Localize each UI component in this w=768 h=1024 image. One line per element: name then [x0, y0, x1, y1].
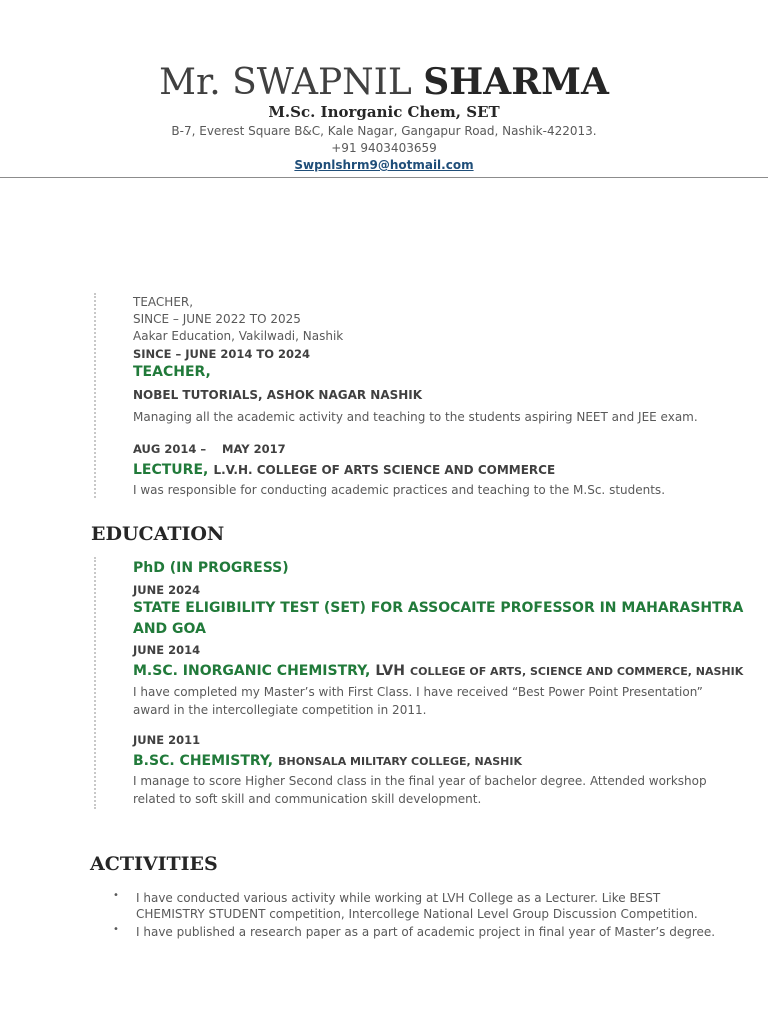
bsc-date: JUNE 2011	[133, 733, 201, 747]
bsc-desc-line2: related to soft skill and communication skill development.	[133, 792, 482, 806]
set-title-line2: AND GOA	[133, 621, 206, 637]
job2-dates: SINCE – JUNE 2014 TO 2024	[133, 347, 310, 361]
job3-heading	[133, 459, 555, 478]
job1-dates: SINCE – JUNE 2022 TO 2025	[133, 312, 301, 326]
msc-desc-line2: award in the intercollegiate competition in 2011.	[133, 703, 427, 717]
education-heading: EDUCATION	[91, 523, 225, 545]
candidate-name	[0, 60, 768, 105]
job1-title: TEACHER,	[133, 295, 194, 309]
job3-date-end: MAY 2017	[222, 442, 286, 456]
bullet-icon: •	[113, 890, 119, 901]
msc-org-rest: COLLEGE OF ARTS, SCIENCE AND COMMERCE, NASHIK	[410, 665, 744, 678]
phd-title: PhD (IN PROGRESS)	[133, 560, 289, 576]
job3-title: LECTURE,	[133, 462, 209, 478]
experience-timeline-rule	[94, 293, 96, 498]
msc-date: JUNE 2014	[133, 643, 201, 657]
email-link[interactable]: Swpnlshrm9@hotmail.com	[294, 158, 474, 172]
job3-date-start: AUG 2014 –	[133, 442, 207, 456]
email-row	[0, 158, 768, 172]
name-first: Mr. SWAPNIL	[159, 62, 412, 103]
bsc-title: B.SC. CHEMISTRY,	[133, 753, 274, 769]
job1-org: Aakar Education, Vakilwadi, Nashik	[133, 329, 344, 343]
job2-org: NOBEL TUTORIALS, ASHOK NAGAR NASHIK	[133, 388, 423, 402]
name-last: SHARMA	[423, 61, 609, 103]
bsc-org: BHONSALA MILITARY COLLEGE, NASHIK	[278, 755, 522, 768]
msc-title: M.SC. INORGANIC CHEMISTRY,	[133, 663, 371, 679]
activity-1-line2: CHEMISTRY STUDENT competition, Intercollege National Level Group Discussion Competition.	[136, 907, 698, 921]
bsc-desc-line1: I manage to score Higher Second class in the final year of bachelor degree. Attended workshop	[133, 774, 707, 788]
job2-title: TEACHER,	[133, 364, 211, 380]
header-divider	[0, 177, 768, 178]
msc-org-main: LVH	[375, 663, 405, 679]
address: B-7, Everest Square B&C, Kale Nagar, Gangapur Road, Nashik-422013.	[171, 124, 597, 138]
job2-desc: Managing all the academic activity and teaching to the students aspiring NEET and JEE exam.	[133, 410, 698, 424]
education-timeline-rule	[94, 557, 96, 809]
activity-2: I have published a research paper as a part of academic project in final year of Master’s degree.	[136, 925, 716, 939]
phone: +91 9403403659	[331, 141, 437, 155]
set-date: JUNE 2024	[133, 583, 201, 597]
msc-heading	[133, 660, 743, 679]
bullet-icon: •	[113, 924, 119, 935]
bsc-heading	[133, 750, 522, 769]
activities-heading: ACTIVITIES	[90, 853, 218, 875]
degree: M.Sc. Inorganic Chem, SET	[268, 103, 500, 121]
activity-1-line1: I have conducted various activity while working at LVH College as a Lecturer. Like BEST	[136, 891, 661, 905]
job3-desc: I was responsible for conducting academic practices and teaching to the M.Sc. students.	[133, 483, 666, 497]
set-title-line1: STATE ELIGIBILITY TEST (SET) FOR ASSOCAITE PROFESSOR IN MAHARASHTRA	[133, 600, 744, 616]
job3-org: L.V.H. COLLEGE OF ARTS SCIENCE AND COMMERCE	[213, 463, 556, 477]
msc-desc-line1: I have completed my Master’s with First Class. I have received “Best Power Point Presentation”	[133, 685, 703, 699]
